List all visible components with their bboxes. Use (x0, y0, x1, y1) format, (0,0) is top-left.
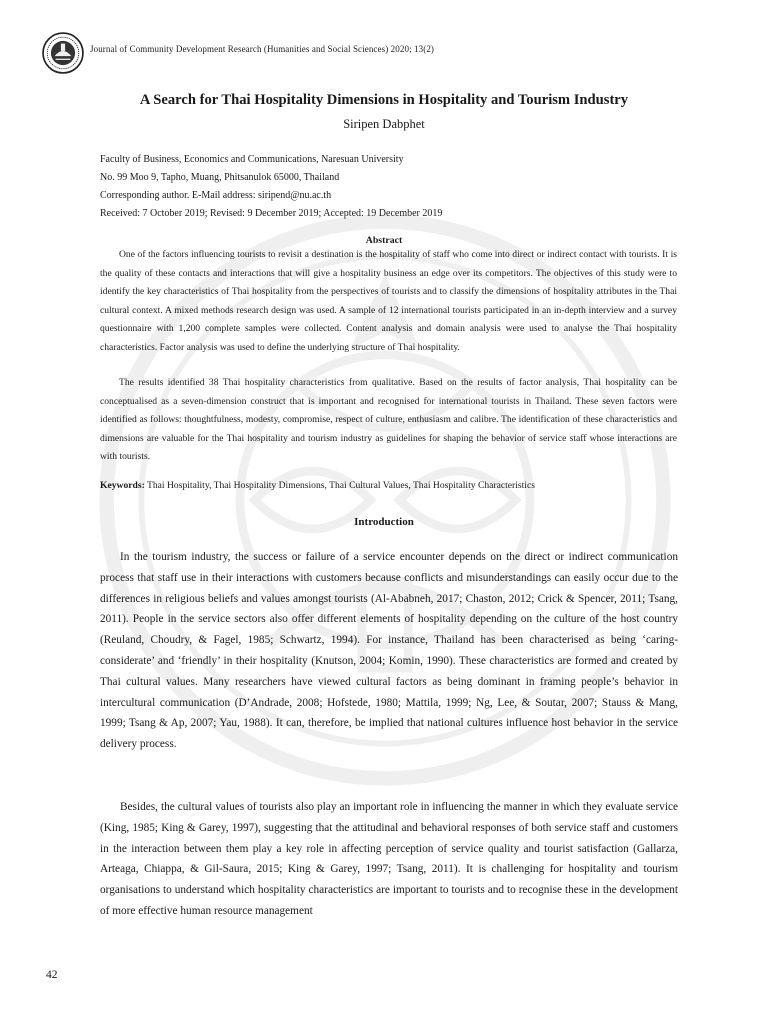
university-seal-logo (42, 32, 84, 74)
keywords-line (100, 480, 680, 491)
affiliation-address: No. 99 Moo 9, Tapho, Muang, Phitsanulok 65000, Thailand (100, 172, 340, 183)
abstract-paragraph-2: The results identified 38 Thai hospitality characteristics from qualitative. Based on the results of factor analysis, Thai hospitality can be conceptualised as a seven-dimension construct that is important and recognised for international tourists in Thailand. These seven factors were identified as follows: thoughtfulness, modesty, compromise, respect of culture, enthusiasm and calibre. The identification of these characteristics and dimensions are valuable for the Thai hospitality and tourism industry as guidelines for shaping the behavior of service staff whose interactions are with tourists. (100, 377, 677, 462)
introduction-heading: Introduction (354, 516, 414, 528)
page-number: 42 (46, 969, 58, 981)
abstract-paragraph-1: One of the factors influencing tourists to revisit a destination is the hospitality of staff who come into direct or indirect contact with tourists. It is the quality of these contacts and interactions that will give a hospitality business an edge over its competitors. The objectives of this study were to identify the key characteristics of Thai hospitality from the perspectives of tourists and to classify the dimensions of hospitality attributes in the Thai cultural context. A mixed methods research design was used. A sample of 12 international tourists participated in an in-depth interview and a survey questionnaire with 1,200 complete samples were collected. Content analysis and domain analysis were used to analyse the Thai hospitality characteristics. Factor analysis was used to define the underlying structure of Thai hospitality. (100, 249, 677, 353)
keywords-label: Keywords: (100, 480, 145, 491)
corresponding-author: Corresponding author. E-Mail address: siripend@nu.ac.th (100, 190, 332, 201)
abstract-heading: Abstract (365, 235, 403, 246)
article-author: Siripen Dabphet (343, 117, 425, 131)
affiliation-faculty: Faculty of Business, Economics and Communications, Naresuan University (100, 154, 404, 165)
journal-running-header: Journal of Community Development Research (Humanities and Social Sciences) 2020; 13(2) (90, 44, 435, 54)
received-dates: Received: 7 October 2019; Revised: 9 December 2019; Accepted: 19 December 2019 (100, 208, 443, 219)
article-title: A Search for Thai Hospitality Dimensions in Hospitality and Tourism Industry (139, 92, 629, 108)
introduction-paragraph-1: In the tourism industry, the success or failure of a service encounter depends on the direct or indirect communication process that staff use in their interactions with customers because conflicts and misunderstandings can easily occur due to the differences in religious beliefs and values amongst tourists (Al-Ababneh, 2017; Chaston, 2012; Crick & Spencer, 2011; Tsang, 2011). People in the service sectors also offer different elements of hospitality depending on the culture of the host country (Reuland, Choudry, & Fagel, 1985; Schwartz, 1994). For instance, Thailand has been characterised as being ‘caring-considerate’ and ‘friendly’ in their hospitality (Knutson, 2004; Komin, 1990). These characteristics are formed and created by Thai cultural values. Many researchers have viewed cultural factors as being dominant in framing people’s behavior in intercultural communication (D’Andrade, 2008; Hofstede, 1980; Mattila, 1999; Ng, Lee, & Soutar, 2007; Stauss & Mang, 1999; Tsang & Ap, 2007; Yau, 1988). It can, therefore, be implied that national cultures influence host behavior in the service delivery process. (100, 551, 678, 751)
introduction-paragraph-2: Besides, the cultural values of tourists also play an important role in influencing the manner in which they evaluate service (King, 1985; King & Garey, 1997), suggesting that the attitudinal and behavioral responses of both service staff and customers in the interaction between them play a key role in affecting perception of service quality and tourist satisfaction (Gallarza, Arteaga, Chiappa, & Gil-Saura, 2015; King & Garey, 1997; Tsang, 2011). It is challenging for hospitality and tourism organisations to understand which hospitality characteristics are important to tourists and to recognise these in the development of more effective human resource management (100, 801, 678, 917)
keywords-text: Thai Hospitality, Thai Hospitality Dimensions, Thai Cultural Values, Thai Hospitality Characteristics (147, 480, 535, 491)
